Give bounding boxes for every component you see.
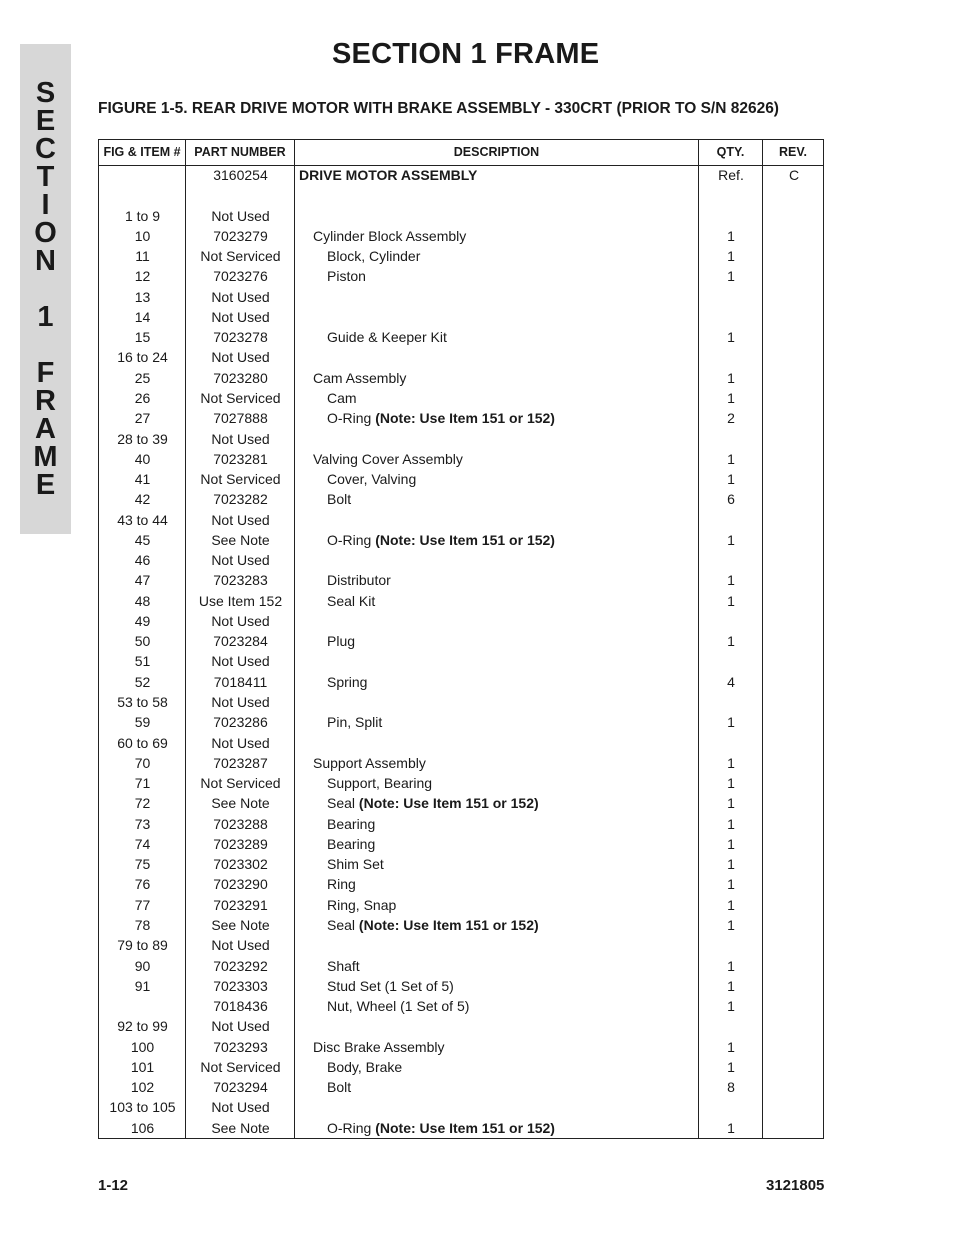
part-number-cell: Not Used xyxy=(211,612,270,629)
item-number-cell: 74 xyxy=(134,835,151,852)
quantity-cell: 1 xyxy=(727,876,735,893)
quantity-cell: 2 xyxy=(727,410,735,427)
item-number-cell: 41 xyxy=(134,471,151,488)
description-cell xyxy=(299,165,699,185)
part-number-cell: Not Serviced xyxy=(200,248,281,265)
part-number-cell: Not Serviced xyxy=(200,1058,281,1075)
table-row xyxy=(99,368,825,388)
table-row xyxy=(99,510,825,530)
part-number-cell: 7018436 xyxy=(213,998,268,1015)
item-number-cell: 52 xyxy=(134,673,151,690)
page-title: SECTION 1 FRAME xyxy=(332,38,600,70)
quantity-cell: 1 xyxy=(727,369,735,386)
part-number-cell: 7023276 xyxy=(213,268,268,285)
description-cell xyxy=(299,266,727,286)
part-number-cell: 7018411 xyxy=(213,673,268,690)
part-number-cell: 7023292 xyxy=(213,957,268,974)
description-text: Seal xyxy=(327,916,359,933)
item-number-cell: 10 xyxy=(134,227,151,244)
item-number-cell: 12 xyxy=(134,268,151,285)
item-number-cell: 76 xyxy=(134,876,151,893)
part-number-cell: 7023283 xyxy=(213,572,268,589)
description-text: Seal Kit xyxy=(327,592,376,609)
quantity-cell: 1 xyxy=(727,795,735,812)
quantity-cell: 1 xyxy=(727,977,735,994)
item-number-cell: 28 to 39 xyxy=(117,430,168,447)
quantity-cell: 1 xyxy=(727,329,735,346)
item-number-cell: 102 xyxy=(130,1079,155,1096)
item-number-cell: 42 xyxy=(134,491,151,508)
table-row xyxy=(99,287,825,307)
quantity-cell: 1 xyxy=(727,896,735,913)
quantity-cell: 1 xyxy=(727,248,735,265)
table-row xyxy=(99,753,825,773)
table-row xyxy=(99,915,825,935)
item-number-cell: 106 xyxy=(130,1119,155,1136)
part-number-cell: Not Used xyxy=(211,430,270,447)
description-cell xyxy=(299,753,713,773)
quantity-cell: 1 xyxy=(727,1119,735,1136)
table-row xyxy=(99,246,825,266)
description-text: Body, Brake xyxy=(327,1058,403,1075)
description-text: Cam Assembly xyxy=(313,369,407,386)
part-number-cell: See Note xyxy=(211,916,270,933)
table-row xyxy=(99,733,825,753)
item-number-cell: 46 xyxy=(134,552,151,569)
description-text: Ring, Snap xyxy=(327,896,397,913)
description-cell xyxy=(299,327,727,347)
part-number-cell: 7023288 xyxy=(213,815,268,832)
description-cell xyxy=(299,1037,713,1057)
description-cell xyxy=(299,368,713,388)
item-number-cell: 59 xyxy=(134,714,151,731)
item-number-cell: 103 to 105 xyxy=(109,1099,176,1116)
item-number-cell: 25 xyxy=(134,369,151,386)
description-text: Spring xyxy=(327,673,368,690)
part-number-cell: 7023293 xyxy=(213,1038,268,1055)
description-cell xyxy=(299,712,727,732)
table-row xyxy=(99,347,825,367)
table-row xyxy=(99,165,825,185)
side-tab-letter: T xyxy=(36,161,55,193)
side-tab-letter: S xyxy=(35,77,56,109)
side-tab-letter: 1 xyxy=(37,301,54,333)
column-header-rev: REV. xyxy=(778,145,808,159)
part-number-cell: 7023291 xyxy=(213,896,268,913)
part-number-cell: Not Used xyxy=(211,511,270,528)
table-row xyxy=(99,1057,825,1077)
description-text: O-Ring xyxy=(327,410,376,427)
description-cell xyxy=(299,793,727,813)
description-text: Stud Set (1 Set of 5) xyxy=(327,977,454,994)
item-number-cell: 45 xyxy=(134,531,151,548)
item-number-cell: 92 to 99 xyxy=(117,1018,168,1035)
description-cell xyxy=(299,976,727,996)
quantity-cell: 1 xyxy=(727,592,735,609)
part-number-cell: 7023281 xyxy=(213,450,268,467)
part-number-cell: Not Used xyxy=(211,653,270,670)
item-number-cell: 15 xyxy=(134,329,151,346)
item-number-cell: 48 xyxy=(134,592,151,609)
side-tab-letter: C xyxy=(35,133,56,165)
part-number-cell: Use Item 152 xyxy=(198,592,283,609)
description-cell xyxy=(299,874,727,894)
part-number-cell: 7023303 xyxy=(213,977,268,994)
table-row xyxy=(99,773,825,793)
item-number-cell: 70 xyxy=(134,754,151,771)
description-note: (Note: Use Item 151 or 152) xyxy=(358,795,539,812)
side-tab-letter: O xyxy=(34,217,57,249)
description-cell xyxy=(299,956,727,976)
description-text: Shim Set xyxy=(327,856,384,873)
part-number-cell: See Note xyxy=(211,1119,270,1136)
quantity-cell: 1 xyxy=(727,1038,735,1055)
description-text: O-Ring xyxy=(327,1119,376,1136)
description-cell xyxy=(299,591,727,611)
description-text: Bearing xyxy=(327,835,376,852)
item-number-cell: 101 xyxy=(130,1058,155,1075)
item-number-cell: 16 to 24 xyxy=(117,349,168,366)
description-text: Plug xyxy=(327,633,356,650)
table-row xyxy=(99,611,825,631)
quantity-cell: 1 xyxy=(727,957,735,974)
description-text: O-Ring xyxy=(327,531,376,548)
part-number-cell: Not Used xyxy=(211,552,270,569)
quantity-cell: 1 xyxy=(727,572,735,589)
description-text: Cam xyxy=(327,389,357,406)
description-text: Distributor xyxy=(327,572,391,589)
part-number-cell: 7023282 xyxy=(213,491,268,508)
table-row xyxy=(99,996,825,1016)
item-number-cell: 49 xyxy=(134,612,151,629)
column-header-part-number: PART NUMBER xyxy=(194,145,286,159)
description-note: (Note: Use Item 151 or 152) xyxy=(375,410,555,427)
part-number-cell: 7023279 xyxy=(213,227,268,244)
quantity-cell: 1 xyxy=(727,389,735,406)
description-text: Bearing xyxy=(327,815,376,832)
part-number-cell: 7023289 xyxy=(213,835,268,852)
table-row xyxy=(99,469,825,489)
description-text: Nut, Wheel (1 Set of 5) xyxy=(327,998,470,1015)
quantity-cell: 1 xyxy=(727,633,735,650)
part-number-cell: Not Used xyxy=(211,349,270,366)
item-number-cell: 100 xyxy=(130,1038,155,1055)
part-number-cell: 7027888 xyxy=(213,410,268,427)
quantity-cell: 1 xyxy=(727,714,735,731)
quantity-cell: 1 xyxy=(727,471,735,488)
quantity-cell: 1 xyxy=(727,1058,735,1075)
quantity-cell: 1 xyxy=(727,815,735,832)
table-row xyxy=(99,935,825,955)
description-text: Block, Cylinder xyxy=(327,248,421,265)
description-text: Bolt xyxy=(327,491,352,508)
table-row xyxy=(99,408,825,428)
table-row xyxy=(99,570,825,590)
table-row xyxy=(99,185,825,205)
description-note: (Note: Use Item 151 or 152) xyxy=(358,916,539,933)
side-tab-letter: M xyxy=(33,441,58,473)
item-number-cell: 90 xyxy=(134,957,151,974)
quantity-cell: Ref. xyxy=(718,167,744,183)
item-number-cell: 51 xyxy=(134,653,151,670)
description-cell xyxy=(299,773,727,793)
description-cell xyxy=(299,408,727,428)
description-text: Seal xyxy=(327,795,359,812)
item-number-cell: 26 xyxy=(134,389,151,406)
item-number-cell: 72 xyxy=(134,795,151,812)
table-row xyxy=(99,692,825,712)
part-number-cell: Not Used xyxy=(211,207,270,224)
description-cell xyxy=(299,530,727,550)
description-note: (Note: Use Item 151 or 152) xyxy=(375,531,555,548)
side-tab-letter: A xyxy=(35,413,56,445)
item-number-cell: 47 xyxy=(134,572,151,589)
table-row xyxy=(99,429,825,449)
description-text: Pin, Split xyxy=(327,714,383,731)
table-row xyxy=(99,793,825,813)
column-header-item: FIG & ITEM # xyxy=(103,145,181,159)
description-cell xyxy=(299,631,727,651)
item-number-cell: 79 to 89 xyxy=(117,937,168,954)
table-row xyxy=(99,591,825,611)
description-text: Valving Cover Assembly xyxy=(313,450,463,467)
part-number-cell: 7023287 xyxy=(213,754,268,771)
part-number-cell: Not Serviced xyxy=(200,775,281,792)
table-row xyxy=(99,874,825,894)
description-text: Shaft xyxy=(327,957,360,974)
table-row xyxy=(99,1118,825,1138)
item-number-cell: 73 xyxy=(134,815,151,832)
part-number-cell: 7023280 xyxy=(213,369,268,386)
part-number-cell: Not Serviced xyxy=(200,389,281,406)
description-cell xyxy=(299,814,727,834)
table-row xyxy=(99,712,825,732)
item-number-cell: 13 xyxy=(134,288,151,305)
description-text: Disc Brake Assembly xyxy=(313,1038,445,1055)
table-row xyxy=(99,895,825,915)
description-text: Cylinder Block Assembly xyxy=(313,227,467,244)
table-row xyxy=(99,672,825,692)
section-side-tab xyxy=(20,44,71,534)
item-number-cell: 14 xyxy=(134,308,151,325)
description-text: Support, Bearing xyxy=(327,775,433,792)
quantity-cell: 1 xyxy=(727,227,735,244)
side-tab-letter: F xyxy=(36,357,55,389)
table-row xyxy=(99,1077,825,1097)
part-number-cell: Not Used xyxy=(211,694,270,711)
quantity-cell: 1 xyxy=(727,531,735,548)
item-number-cell: 43 to 44 xyxy=(117,511,168,528)
description-cell xyxy=(299,672,727,692)
table-row xyxy=(99,530,825,550)
description-cell xyxy=(299,469,727,489)
quantity-cell: 1 xyxy=(727,450,735,467)
table-row xyxy=(99,1037,825,1057)
quantity-cell: 1 xyxy=(727,775,735,792)
description-cell xyxy=(299,489,727,509)
part-number-cell: See Note xyxy=(211,531,270,548)
table-row xyxy=(99,489,825,509)
quantity-cell: 1 xyxy=(727,268,735,285)
description-text: Ring xyxy=(327,876,356,893)
quantity-cell: 1 xyxy=(727,998,735,1015)
item-number-cell: 53 to 58 xyxy=(117,694,168,711)
description-cell xyxy=(299,226,713,246)
part-number-cell: See Note xyxy=(211,795,270,812)
quantity-cell: 4 xyxy=(727,673,735,690)
part-number-cell: Not Used xyxy=(211,288,270,305)
part-number-cell: Not Used xyxy=(211,1018,270,1035)
page-number: 1-12 xyxy=(98,1177,129,1194)
part-number-cell: 7023294 xyxy=(213,1079,268,1096)
side-tab-letter: E xyxy=(35,105,56,137)
part-number-cell: Not Used xyxy=(211,937,270,954)
side-tab-letter: R xyxy=(35,385,56,417)
item-number-cell: 27 xyxy=(134,410,151,427)
description-cell xyxy=(299,388,727,408)
description-cell xyxy=(299,449,713,469)
table-row xyxy=(99,651,825,671)
description-cell xyxy=(299,1118,727,1138)
part-number-cell: Not Used xyxy=(211,308,270,325)
item-number-cell: 91 xyxy=(134,977,151,994)
item-number-cell: 78 xyxy=(134,916,151,933)
table-row xyxy=(99,266,825,286)
description-text: DRIVE MOTOR ASSEMBLY xyxy=(299,167,478,183)
quantity-cell: 1 xyxy=(727,835,735,852)
table-row xyxy=(99,449,825,469)
table-row xyxy=(99,1097,825,1117)
description-text: Piston xyxy=(327,268,366,285)
part-number-cell: Not Used xyxy=(211,734,270,751)
side-tab-letter: E xyxy=(35,469,56,501)
table-row xyxy=(99,226,825,246)
table-row xyxy=(99,1016,825,1036)
description-cell xyxy=(299,570,727,590)
description-text: Support Assembly xyxy=(313,754,426,771)
table-row xyxy=(99,550,825,570)
item-number-cell: 1 to 9 xyxy=(124,207,161,224)
item-number-cell: 60 to 69 xyxy=(117,734,168,751)
table-row xyxy=(99,307,825,327)
part-number-cell: 3160254 xyxy=(213,167,268,183)
description-cell xyxy=(299,854,727,874)
part-number-cell: Not Used xyxy=(211,1099,270,1116)
part-number-cell: 7023284 xyxy=(213,633,268,650)
item-number-cell: 11 xyxy=(135,248,150,265)
description-cell xyxy=(299,1057,727,1077)
description-note: (Note: Use Item 151 or 152) xyxy=(375,1119,555,1136)
item-number-cell: 40 xyxy=(134,450,151,467)
item-number-cell: 77 xyxy=(134,896,151,913)
description-cell xyxy=(299,996,727,1016)
side-tab-letter: N xyxy=(35,245,56,277)
table-row xyxy=(99,388,825,408)
table-row xyxy=(99,631,825,651)
description-text: Guide & Keeper Kit xyxy=(327,329,447,346)
table-row xyxy=(99,206,825,226)
item-number-cell: 71 xyxy=(134,775,151,792)
item-number-cell: 50 xyxy=(134,633,151,650)
part-number-cell: 7023278 xyxy=(213,329,268,346)
figure-caption: FIGURE 1-5. REAR DRIVE MOTOR WITH BRAKE ASSEMBLY - 330CRT (PRIOR TO S/N 82626) xyxy=(98,100,779,117)
side-tab-letter: I xyxy=(41,189,50,221)
table-row xyxy=(99,956,825,976)
quantity-cell: 1 xyxy=(727,916,735,933)
part-number-cell: 7023302 xyxy=(213,856,268,873)
table-row xyxy=(99,854,825,874)
description-cell xyxy=(299,246,727,266)
description-cell xyxy=(299,834,727,854)
column-header-description: DESCRIPTION xyxy=(453,145,540,159)
description-cell xyxy=(299,1077,727,1097)
description-text: Bolt xyxy=(327,1079,352,1096)
quantity-cell: 8 xyxy=(727,1079,735,1096)
description-text: Cover, Valving xyxy=(327,471,417,488)
table-row xyxy=(99,814,825,834)
description-cell xyxy=(299,915,727,935)
table-row xyxy=(99,327,825,347)
table-row xyxy=(99,834,825,854)
column-header-qty: QTY. xyxy=(716,145,745,159)
table-row xyxy=(99,976,825,996)
item-number-cell: 75 xyxy=(134,856,151,873)
parts-table xyxy=(98,139,824,1139)
part-number-cell: 7023286 xyxy=(213,714,268,731)
revision-cell: C xyxy=(788,167,800,183)
part-number-cell: Not Serviced xyxy=(200,471,281,488)
quantity-cell: 1 xyxy=(727,754,735,771)
description-cell xyxy=(299,895,727,915)
quantity-cell: 6 xyxy=(727,491,735,508)
document-number: 3121805 xyxy=(766,1177,825,1194)
part-number-cell: 7023290 xyxy=(213,876,268,893)
quantity-cell: 1 xyxy=(727,856,735,873)
